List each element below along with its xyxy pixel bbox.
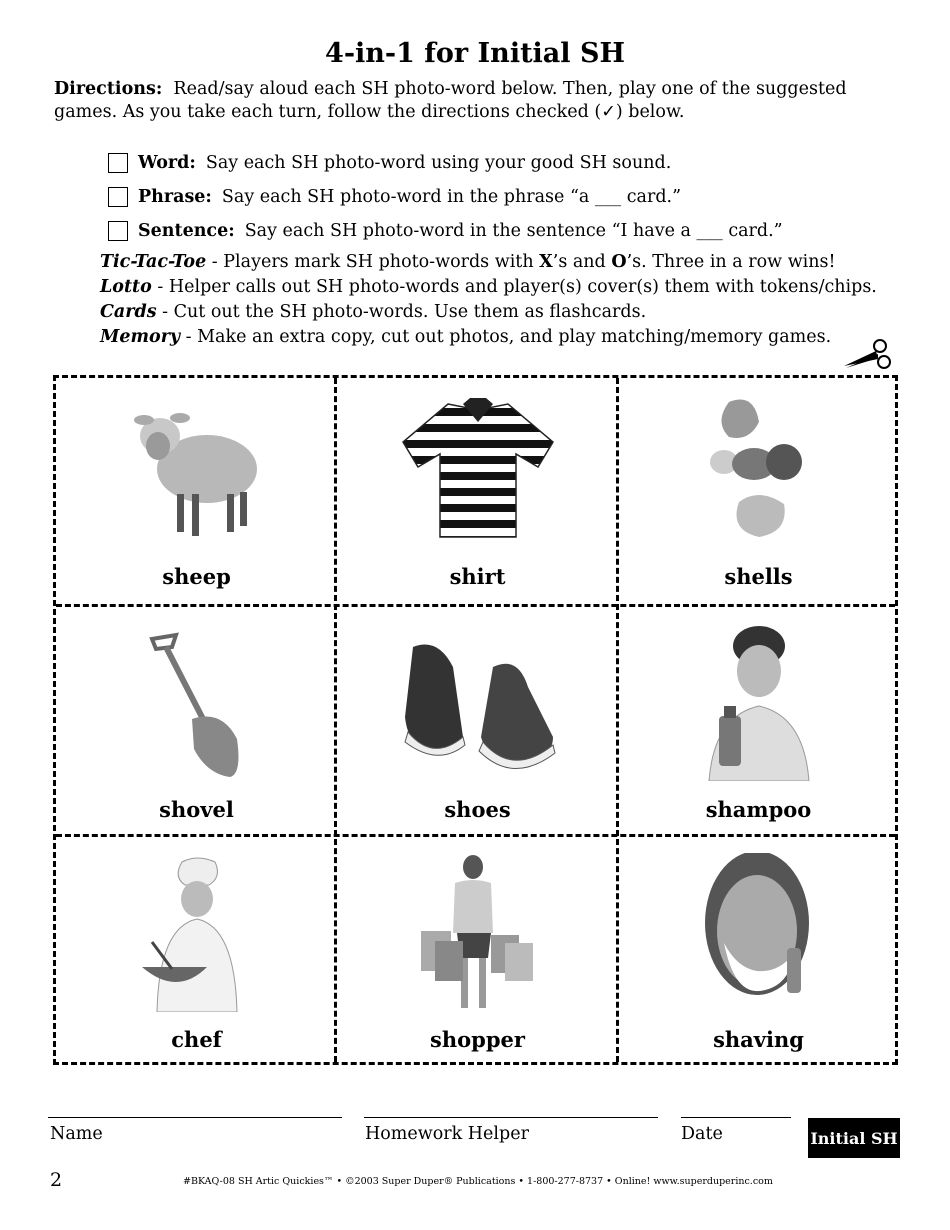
checklist-label: Phrase: [138, 187, 212, 207]
card-word: sheep [162, 564, 231, 589]
game-name: Memory [100, 327, 181, 347]
game-text: ’s. Three in a row wins! [626, 252, 836, 272]
card-word: shampoo [705, 797, 812, 822]
card-word: shoes [444, 797, 511, 822]
game-name: Cards [100, 302, 157, 322]
checklist-label: Sentence: [138, 221, 235, 241]
games-list [100, 250, 920, 350]
sheep-icon [122, 394, 272, 544]
card-shovel[interactable] [56, 607, 337, 834]
checklist-item-word [108, 146, 783, 180]
shovel-icon [142, 629, 252, 779]
card-shopper[interactable] [337, 837, 618, 1065]
photo-card-grid [53, 375, 898, 1065]
checklist-item-phrase [108, 180, 783, 214]
game-lotto [100, 275, 920, 300]
checklist-text: Say each SH photo-word in the sentence “I have a ___ card.” [244, 221, 783, 241]
topic-tag: Initial SH [808, 1118, 900, 1158]
game-text: ’s and [552, 252, 612, 272]
checklist-text: Say each SH photo-word in the phrase “a ___ card.” [221, 187, 682, 207]
game-tic-tac-toe [100, 250, 920, 275]
word-checkbox[interactable] [108, 153, 128, 173]
helper-label: Homework Helper [365, 1124, 529, 1144]
card-word: shovel [159, 797, 234, 822]
card-word: shirt [449, 564, 506, 589]
shaving-icon [699, 853, 819, 1013]
checklist-text: Say each SH photo-word using your good SH sound. [205, 153, 672, 173]
card-shirt[interactable] [337, 378, 618, 604]
card-sheep[interactable] [56, 378, 337, 604]
shoes-icon [393, 627, 563, 777]
name-label: Name [50, 1124, 103, 1144]
chef-icon [137, 857, 257, 1012]
footer-credits: #BKAQ-08 SH Artic Quickies™ • ©2003 Super Duper® Publications • 1-800-277-8737 • Online! www.superduperinc.com [183, 1176, 773, 1187]
x-mark: X [539, 252, 553, 272]
directions-label: Directions: [54, 79, 163, 99]
card-word: shaving [713, 1027, 804, 1052]
game-text: - Helper calls out SH photo-words and player(s) cover(s) them with tokens/chips. [151, 277, 877, 297]
sentence-checkbox[interactable] [108, 221, 128, 241]
card-word: shells [724, 564, 793, 589]
helper-line[interactable] [364, 1117, 658, 1118]
card-shaving[interactable] [618, 837, 899, 1065]
o-mark: O [611, 252, 627, 272]
card-word: shopper [430, 1027, 525, 1052]
game-cards [100, 300, 920, 325]
shirt-icon [398, 392, 558, 542]
shopper-icon [413, 853, 543, 1018]
date-line[interactable] [681, 1117, 791, 1118]
card-shoes[interactable] [337, 607, 618, 834]
game-text: - Make an extra copy, cut out photos, and play matching/memory games. [180, 327, 832, 347]
page-number: 2 [50, 1169, 63, 1191]
card-shells[interactable] [618, 378, 899, 604]
name-line[interactable] [48, 1117, 342, 1118]
card-chef[interactable] [56, 837, 337, 1065]
scissors-icon [842, 338, 894, 374]
card-word: chef [171, 1027, 222, 1052]
card-shampoo[interactable] [618, 607, 899, 834]
checklist [108, 146, 783, 248]
game-text: - Cut out the SH photo-words. Use them as flashcards. [156, 302, 647, 322]
date-label: Date [681, 1124, 723, 1144]
directions [54, 78, 914, 124]
page-title: 4-in-1 for Initial SH [325, 38, 625, 69]
directions-text: Read/say aloud each SH photo-word below. Then, play one of the suggested games. As you take each turn, follow the directions checked (✓) below. [54, 79, 847, 122]
shampoo-icon [689, 621, 829, 781]
game-name: Lotto [100, 277, 152, 297]
shells-icon [699, 392, 819, 552]
checklist-label: Word: [138, 153, 196, 173]
game-name: Tic-Tac-Toe [100, 252, 207, 272]
checklist-item-sentence [108, 214, 783, 248]
game-memory [100, 325, 920, 350]
phrase-checkbox[interactable] [108, 187, 128, 207]
game-text: - Players mark SH photo-words with [206, 252, 540, 272]
